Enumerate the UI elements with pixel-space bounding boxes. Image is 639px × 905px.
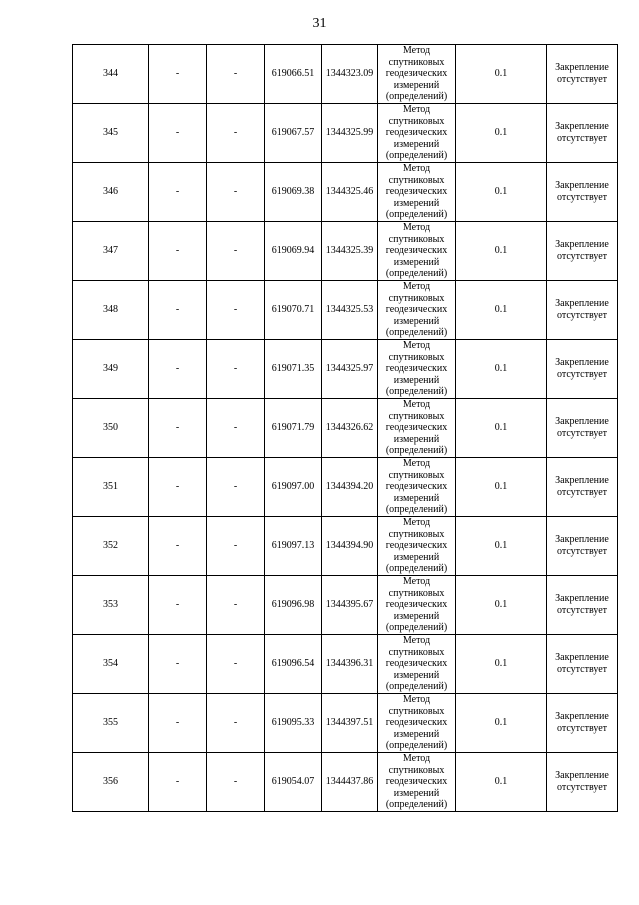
accuracy-cell: 0.1 [456,222,547,281]
column-2-cell: - [149,104,207,163]
column-3-cell: - [207,753,265,812]
fixing-text-line: Закрепление [555,711,609,722]
fixing-text-line: Закрепление [555,298,609,309]
column-2-cell: - [149,222,207,281]
column-3-cell: - [207,635,265,694]
point-number-cell: 354 [73,635,149,694]
method-text-line: спутниковых [388,528,445,540]
method-cell [378,694,456,753]
table-row [73,753,618,812]
x-coordinate-cell: 619071.35 [265,340,322,399]
method-text-line: геодезических [385,127,448,139]
x-coordinate-cell: 619067.57 [265,104,322,163]
method-text-line: спутниковых [388,705,445,717]
coordinates-table [72,44,618,812]
point-number-cell: 352 [73,517,149,576]
method-text-line: спутниковых [388,469,445,481]
column-2-cell: - [149,458,207,517]
fixing-text-line: Закрепление [555,62,609,73]
method-text-line: измерений [393,79,440,91]
method-cell [378,163,456,222]
accuracy-cell: 0.1 [456,340,547,399]
method-text-line: Метод [402,104,431,116]
accuracy-cell: 0.1 [456,104,547,163]
x-coordinate-cell: 619069.38 [265,163,322,222]
fixing-text-line: отсутствует [556,546,608,557]
method-text-line: (определений) [385,386,448,398]
fixing-text-line: Закрепление [555,239,609,250]
column-2-cell: - [149,281,207,340]
point-number-cell: 346 [73,163,149,222]
fixing-text-line: отсутствует [556,74,608,85]
y-coordinate-cell: 1344325.97 [322,340,378,399]
method-text-line: геодезических [385,658,448,670]
method-text-line: Метод [402,340,431,352]
accuracy-cell: 0.1 [456,753,547,812]
y-coordinate-cell: 1344325.46 [322,163,378,222]
column-2-cell: - [149,163,207,222]
fixing-text-line: отсутствует [556,192,608,203]
method-cell [378,458,456,517]
fixing-cell [547,753,618,812]
method-text-line: геодезических [385,540,448,552]
point-number-cell: 347 [73,222,149,281]
column-3-cell: - [207,517,265,576]
page-number: 31 [312,16,327,31]
fixing-cell [547,340,618,399]
column-3-cell: - [207,399,265,458]
method-text-line: Метод [402,458,431,470]
fixing-text-line: Закрепление [555,593,609,604]
point-number-cell: 344 [73,45,149,104]
column-2-cell: - [149,340,207,399]
method-text-line: измерений [393,433,440,445]
point-number-cell: 348 [73,281,149,340]
fixing-text-line: отсутствует [556,723,608,734]
y-coordinate-cell: 1344323.09 [322,45,378,104]
method-cell [378,340,456,399]
column-3-cell: - [207,104,265,163]
accuracy-cell: 0.1 [456,635,547,694]
method-text-line: геодезических [385,304,448,316]
method-text-line: (определений) [385,504,448,516]
fixing-text-line: Закрепление [555,121,609,132]
accuracy-cell: 0.1 [456,458,547,517]
method-text-line: геодезических [385,363,448,375]
y-coordinate-cell: 1344395.67 [322,576,378,635]
fixing-text-line: Закрепление [555,180,609,191]
y-coordinate-cell: 1344325.39 [322,222,378,281]
fixing-text-line: отсутствует [556,310,608,321]
accuracy-cell: 0.1 [456,576,547,635]
fixing-text-line: отсутствует [556,428,608,439]
fixing-cell [547,694,618,753]
method-text-line: (определений) [385,445,448,457]
method-text-line: спутниковых [388,115,445,127]
table-body [73,45,618,812]
method-text-line: Метод [402,163,431,175]
method-cell [378,576,456,635]
table-row [73,694,618,753]
column-3-cell: - [207,163,265,222]
method-text-line: геодезических [385,717,448,729]
method-text-line: геодезических [385,481,448,493]
x-coordinate-cell: 619095.33 [265,694,322,753]
x-coordinate-cell: 619096.98 [265,576,322,635]
method-text-line: спутниковых [388,351,445,363]
table-row [73,163,618,222]
fixing-text-line: Закрепление [555,652,609,663]
method-text-line: спутниковых [388,587,445,599]
x-coordinate-cell: 619070.71 [265,281,322,340]
method-cell [378,281,456,340]
y-coordinate-cell: 1344397.51 [322,694,378,753]
x-coordinate-cell: 619069.94 [265,222,322,281]
method-text-line: спутниковых [388,764,445,776]
column-2-cell: - [149,399,207,458]
column-2-cell: - [149,753,207,812]
table-row [73,222,618,281]
method-text-line: (определений) [385,799,448,811]
x-coordinate-cell: 619054.07 [265,753,322,812]
method-text-line: геодезических [385,186,448,198]
fixing-text-line: Закрепление [555,770,609,781]
method-text-line: (определений) [385,150,448,162]
method-text-line: Метод [402,694,431,706]
method-text-line: (определений) [385,622,448,634]
method-text-line: измерений [393,610,440,622]
point-number-cell: 350 [73,399,149,458]
method-cell [378,635,456,694]
method-text-line: (определений) [385,268,448,280]
fixing-cell [547,576,618,635]
fixing-cell [547,45,618,104]
column-2-cell: - [149,576,207,635]
accuracy-cell: 0.1 [456,281,547,340]
method-text-line: спутниковых [388,56,445,68]
table-row [73,45,618,104]
y-coordinate-cell: 1344394.90 [322,517,378,576]
method-text-line: измерений [393,669,440,681]
method-cell [378,517,456,576]
method-cell [378,45,456,104]
fixing-cell [547,517,618,576]
method-text-line: геодезических [385,599,448,611]
column-3-cell: - [207,694,265,753]
accuracy-cell: 0.1 [456,399,547,458]
y-coordinate-cell: 1344396.31 [322,635,378,694]
table-row [73,399,618,458]
x-coordinate-cell: 619097.00 [265,458,322,517]
method-text-line: геодезических [385,68,448,80]
method-text-line: Метод [402,45,431,57]
table-row [73,340,618,399]
fixing-text-line: отсутствует [556,487,608,498]
table-row [73,576,618,635]
fixing-cell [547,458,618,517]
y-coordinate-cell: 1344326.62 [322,399,378,458]
column-3-cell: - [207,45,265,104]
table-row [73,517,618,576]
y-coordinate-cell: 1344325.99 [322,104,378,163]
column-3-cell: - [207,222,265,281]
fixing-text-line: Закрепление [555,534,609,545]
method-text-line: Метод [402,753,431,765]
column-3-cell: - [207,340,265,399]
column-3-cell: - [207,576,265,635]
method-text-line: спутниковых [388,174,445,186]
method-text-line: спутниковых [388,410,445,422]
column-2-cell: - [149,635,207,694]
method-text-line: Метод [402,222,431,234]
fixing-text-line: отсутствует [556,133,608,144]
x-coordinate-cell: 619097.13 [265,517,322,576]
method-text-line: Метод [402,399,431,411]
fixing-text-line: Закрепление [555,475,609,486]
fixing-text-line: отсутствует [556,664,608,675]
accuracy-cell: 0.1 [456,517,547,576]
method-text-line: геодезических [385,422,448,434]
fixing-text-line: отсутствует [556,369,608,380]
method-text-line: Метод [402,517,431,529]
column-3-cell: - [207,281,265,340]
method-text-line: (определений) [385,209,448,221]
method-cell [378,104,456,163]
table-row [73,281,618,340]
y-coordinate-cell: 1344394.20 [322,458,378,517]
method-text-line: (определений) [385,91,448,103]
method-text-line: измерений [393,551,440,563]
column-2-cell: - [149,45,207,104]
method-text-line: геодезических [385,245,448,257]
accuracy-cell: 0.1 [456,694,547,753]
y-coordinate-cell: 1344325.53 [322,281,378,340]
method-text-line: спутниковых [388,292,445,304]
method-text-line: спутниковых [388,233,445,245]
method-text-line: измерений [393,138,440,150]
fixing-cell [547,281,618,340]
point-number-cell: 355 [73,694,149,753]
point-number-cell: 349 [73,340,149,399]
point-number-cell: 345 [73,104,149,163]
method-text-line: измерений [393,728,440,740]
method-cell [378,753,456,812]
fixing-cell [547,163,618,222]
method-text-line: (определений) [385,327,448,339]
fixing-text-line: отсутствует [556,605,608,616]
column-2-cell: - [149,694,207,753]
method-cell [378,399,456,458]
point-number-cell: 353 [73,576,149,635]
fixing-cell [547,635,618,694]
point-number-cell: 351 [73,458,149,517]
table-row [73,104,618,163]
fixing-text-line: Закрепление [555,357,609,368]
method-text-line: измерений [393,197,440,209]
method-text-line: геодезических [385,776,448,788]
method-text-line: (определений) [385,740,448,752]
table-row [73,458,618,517]
method-text-line: Метод [402,576,431,588]
method-text-line: измерений [393,374,440,386]
fixing-text-line: отсутствует [556,782,608,793]
method-text-line: (определений) [385,681,448,693]
table-row [73,635,618,694]
fixing-cell [547,222,618,281]
column-3-cell: - [207,458,265,517]
y-coordinate-cell: 1344437.86 [322,753,378,812]
accuracy-cell: 0.1 [456,45,547,104]
method-text-line: измерений [393,492,440,504]
method-cell [378,222,456,281]
x-coordinate-cell: 619071.79 [265,399,322,458]
method-text-line: (определений) [385,563,448,575]
x-coordinate-cell: 619066.51 [265,45,322,104]
fixing-text-line: Закрепление [555,416,609,427]
fixing-text-line: отсутствует [556,251,608,262]
fixing-cell [547,104,618,163]
column-2-cell: - [149,517,207,576]
method-text-line: измерений [393,256,440,268]
accuracy-cell: 0.1 [456,163,547,222]
method-text-line: Метод [402,635,431,647]
x-coordinate-cell: 619096.54 [265,635,322,694]
method-text-line: измерений [393,787,440,799]
method-text-line: Метод [402,281,431,293]
method-text-line: измерений [393,315,440,327]
point-number-cell: 356 [73,753,149,812]
method-text-line: спутниковых [388,646,445,658]
fixing-cell [547,399,618,458]
